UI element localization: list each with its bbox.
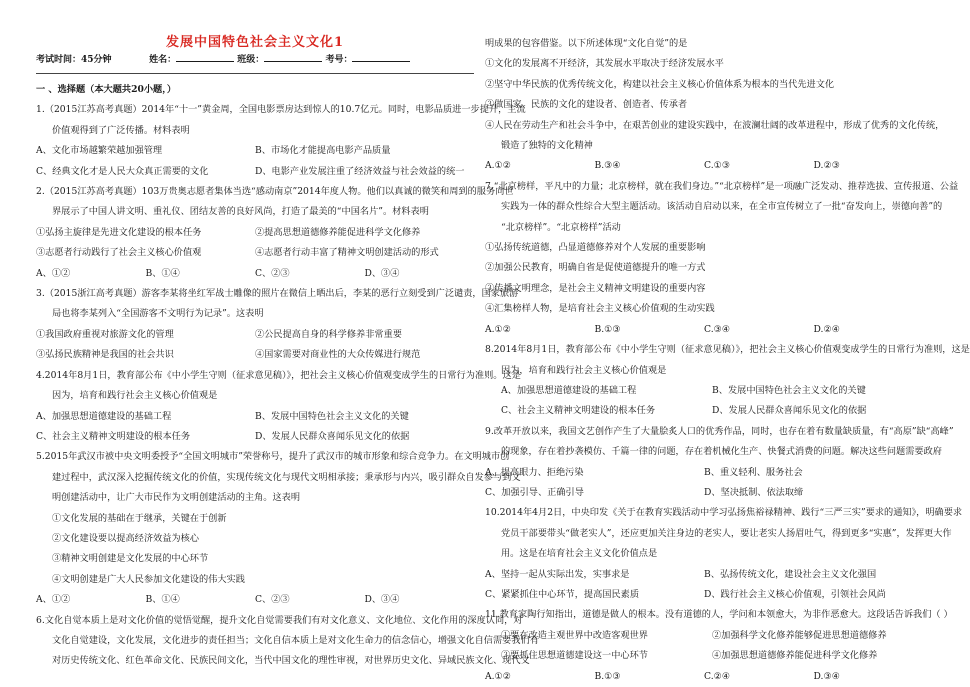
text-line: ③精神文明创建是文化发展的中心环节 xyxy=(52,553,209,565)
answer-option: ④志愿者行动丰富了精神文明创建活动的形式 xyxy=(255,247,439,259)
answer-option: ②提高思想道德修养能促进科学文化修养 xyxy=(255,226,421,238)
answer-option: C、②③ xyxy=(255,267,290,279)
answer-options xyxy=(36,590,474,610)
answer-option: A、坚持一起从实际出发，实事求是 xyxy=(485,568,630,580)
answer-options xyxy=(36,407,474,427)
answer-option: C、紧紧抓住中心环节，提高国民素质 xyxy=(485,588,640,600)
text-line: 明成果的包容借鉴。以下所述体现“文化自觉”的是 xyxy=(485,38,688,49)
answer-option: ①我国政府重视对旅游文化的管理 xyxy=(36,328,174,340)
answer-option: D、③④ xyxy=(364,594,400,606)
answer-option: C、社会主义精神文明建设的根本任务 xyxy=(501,405,656,417)
answer-option: B、①④ xyxy=(145,594,180,606)
text-line: 8.2014年8月1日，教育部公布《中小学生守则（征求意见稿）》，把社会主义核心价值观变成学生的日常行为准则，这是 xyxy=(485,344,970,356)
text-line: ④文明创建是广大人民参加文化建设的伟大实践 xyxy=(52,573,245,585)
answer-options xyxy=(36,162,474,182)
answer-option: C、经典文化才是人民大众真正需要的文化 xyxy=(36,165,209,177)
text-line: 用。这是在培育社会主义文化价值点是 xyxy=(501,548,658,560)
number-blank[interactable] xyxy=(352,52,410,62)
answer-option: B、重义轻利、服务社会 xyxy=(704,466,803,478)
answer-options xyxy=(485,667,923,687)
answer-option: ①要在改造主观世界中改造客观世界 xyxy=(501,629,648,641)
answer-options xyxy=(36,243,474,263)
answer-options xyxy=(485,320,923,340)
answer-option: B.①③ xyxy=(594,323,621,335)
answer-option: ③要抓住思想道德建设这一中心环节 xyxy=(501,650,648,662)
text-line: 价值观得到了广泛传播。材料表明 xyxy=(52,124,190,136)
text-line: 党员干部要带头“做老实人”，还应更加关注身边的老实人，要让老实人扬眉吐气，得到更多“实惠”，发挥更大作 xyxy=(501,527,952,539)
text-line: 10.2014年4月2日，中央印发《关于在教育实践活动中学习弘扬焦裕禄精神、践行“三严三实”要求的通知》，明确要求 xyxy=(485,507,963,519)
answer-options xyxy=(485,483,923,503)
text-line: ①文化的发展离不开经济，其发展水平取决于经济发展水平 xyxy=(485,58,724,70)
text-line: 5.2015年武汉市被中央文明委授予“全国文明城市”荣誉称号，提升了武汉市的城市形象和综合竞争力。在文明城市创 xyxy=(36,451,510,463)
text-line: 1.（2015江苏高考真题）2014年“十一”黄金周，全国电影票房达到惊人的10.7亿元。同时，电影品质进一步提升，主流 xyxy=(36,104,526,116)
text-line: 7.“北京榜样，平凡中的力量；北京榜样，就在我们身边。”“北京榜样”是一项融广泛发动、推荐选拔、宣传报道、公益 xyxy=(485,180,959,192)
answer-option: C、加强引导、正确引导 xyxy=(485,486,584,498)
answer-options xyxy=(485,401,923,421)
text-line: 局也将李某列入“全国游客不文明行为记录”。这表明 xyxy=(52,308,264,320)
answer-option: A、①② xyxy=(36,267,71,279)
text-line: 的现象，存在着抄袭模仿、千篇一律的问题，存在着机械化生产、快餐式消费的问题。解决这些问题需要政府 xyxy=(501,446,942,458)
answer-option: C、社会主义精神文明建设的根本任务 xyxy=(36,430,191,442)
exam-time: 考试时间：45分钟 xyxy=(36,55,112,65)
answer-option: A.①② xyxy=(485,323,512,335)
header-rule xyxy=(36,73,474,74)
answer-option: A、加强思想道德建设的基础工程 xyxy=(501,384,637,396)
answer-option: A.①② xyxy=(485,160,512,172)
answer-option: C.①③ xyxy=(704,160,731,172)
answer-option: C.③④ xyxy=(704,323,731,335)
answer-option: D.②③ xyxy=(813,160,840,172)
answer-option: B、①④ xyxy=(145,267,180,279)
text-line: ②加强公民教育，明确自省是促使道德提升的唯一方式 xyxy=(485,262,706,274)
class-label: 班级： xyxy=(237,55,265,65)
answer-options xyxy=(36,264,474,284)
text-line: 对历史传统文化、红色革命文化、民族民间文化，当代中国文化的理性审视，对世界历史文化、异域民族文化、现代文 xyxy=(52,655,530,667)
answer-options xyxy=(485,381,923,401)
answer-option: A、文化市场越繁荣越加强管理 xyxy=(36,145,163,157)
text-line: ③传播文明理念，是社会主义精神文明建设的重要内容 xyxy=(485,282,706,294)
answer-option: ④国家需要对商业性的大众传媒进行规范 xyxy=(255,349,421,361)
answer-option: ③弘扬民族精神是我国的社会共识 xyxy=(36,349,174,361)
answer-option: ②加强科学文化修养能够促进思想道德修养 xyxy=(712,629,887,641)
text-line: ③做国家、民族的文化的建设者、创造者、传承者 xyxy=(485,99,688,111)
text-line: 4.2014年8月1日，教育部公布《中小学生守则（征求意见稿）》，把社会主义核心价值观变成学生的日常行为准则。这是 xyxy=(36,369,521,381)
exam-meta xyxy=(36,52,474,65)
answer-options xyxy=(36,325,474,345)
text-line: ④人民在劳动生产和社会斗争中，在艰苦创业的建设实践中，在波澜壮阔的改革进程中，形成了优秀的文化传统， xyxy=(485,119,945,131)
answer-options xyxy=(36,345,474,365)
text-line: 11.教育家陶行知指出，道德是做人的根本。没有道德的人，学问和本领愈大，为非作恶愈大。这段话告诉我们（ ） xyxy=(485,609,953,621)
answer-option: C、②③ xyxy=(255,594,290,606)
text-line: 明创建活动中，让广大市民作为文明创建活动的主角。这表明 xyxy=(52,492,301,504)
answer-option: D、坚决抵制、依法取缔 xyxy=(704,486,804,498)
answer-options xyxy=(485,565,923,585)
text-line: ②文化建设要以提高经济效益为核心 xyxy=(52,532,199,544)
answer-option: D、践行社会主义核心价值观，引领社会风尚 xyxy=(704,588,886,600)
answer-option: ②公民提高自身的科学修养非常重要 xyxy=(255,328,402,340)
answer-option: B、发展中国特色社会主义文化的关键 xyxy=(712,384,866,396)
answer-option: D、发展人民群众喜闻乐见文化的依据 xyxy=(255,430,410,442)
answer-option: ①弘扬主旋律是先进文化建设的根本任务 xyxy=(36,226,202,238)
answer-option: B、弘扬传统文化，建设社会主义文化强国 xyxy=(704,568,877,580)
text-line: 实践为一体的群众性综合大型主题活动。该活动自启动以来，在全市宣传树立了一批“奋发向上，崇德向善”的 xyxy=(501,201,943,213)
right-column xyxy=(485,34,970,687)
answer-option: C.②④ xyxy=(704,670,731,682)
answer-option: A、①② xyxy=(36,594,71,606)
answer-option: D、电影产业发展注重了经济效益与社会效益的统一 xyxy=(255,165,465,177)
answer-option: ③志愿者行动践行了社会主义核心价值观 xyxy=(36,247,202,259)
text-line: 6.文化自觉本质上是对文化价值的觉悟觉醒，提升文化自觉需要我们有对文化意义、文化地位、文化作用的深度认同，对 xyxy=(36,614,523,626)
answer-option: A、提高眼力、拒绝污染 xyxy=(485,466,584,478)
exam-title: 发展中国特色社会主义文化1 xyxy=(165,35,345,50)
text-line: 因为，培育和践行社会主义核心价值观是 xyxy=(52,390,218,402)
text-line: 因为，培育和践行社会主义核心价值观是 xyxy=(501,364,667,376)
answer-options xyxy=(485,156,923,176)
text-line: 9.改革开放以来，我国文艺创作产生了大量脍炙人口的优秀作品，同时，也存在着有数量缺质量，有“高原”缺“高峰” xyxy=(485,425,954,437)
answer-options xyxy=(485,646,923,666)
answer-options xyxy=(485,626,923,646)
answer-option: A、加强思想道德建设的基础工程 xyxy=(36,410,172,422)
answer-options xyxy=(485,585,923,605)
class-blank[interactable] xyxy=(264,52,322,62)
text-line: ②坚守中华民族的优秀传统文化，构建以社会主义核心价值体系为根本的当代先进文化 xyxy=(485,78,835,90)
text-line: 2.（2015江苏高考真题）103万贵奥志愿者集体当选“感动南京”2014年度人物。他们以真诚的微笑和周到的服务向世 xyxy=(36,186,514,198)
section-heading: 一 、选择题（本大题共20小题，） xyxy=(36,84,177,95)
text-line: 界展示了中国人讲文明、重礼仪、团结友善的良好风尚，打造了最美的“中国名片”。材料表明 xyxy=(52,206,429,218)
name-blank[interactable] xyxy=(176,52,234,62)
answer-option: B、发展中国特色社会主义文化的关键 xyxy=(255,410,409,422)
answer-option: ④加强思想道德修养能促进科学文化修养 xyxy=(712,650,878,662)
answer-option: B.③④ xyxy=(594,160,621,172)
answer-options xyxy=(36,223,474,243)
text-line: ④汇集榜样人物，是培育社会主义核心价值观的生动实践 xyxy=(485,303,715,315)
number-label: 考号： xyxy=(325,55,353,65)
answer-option: A.①② xyxy=(485,670,512,682)
answer-option: B、市场化才能提高电影产品质量 xyxy=(255,145,391,157)
answer-option: B.①③ xyxy=(594,670,621,682)
text-line: ①弘扬传统道德，凸显道德修养对个人发展的重要影响 xyxy=(485,242,706,254)
answer-option: D.③④ xyxy=(813,670,840,682)
text-line: 建过程中，武汉深入挖掘传统文化的价值，实现传统文化与现代文明相承接；秉承形与内兴，吸引群众自发参与到文 xyxy=(52,471,521,483)
answer-option: D、③④ xyxy=(364,267,400,279)
text-line: 文化自觉建设，文化发展，文化进步的责任担当；文化自信本质上是对文化生命力的信念信心，增强文化自信需要我们有 xyxy=(52,634,539,646)
answer-option: D.②④ xyxy=(813,323,840,335)
name-label: 姓名： xyxy=(149,55,177,65)
text-line: 3.（2015浙江高考真题）游客李某将坐红军战士雕像的照片在微信上晒出后，李某的恶行立刻受到广泛谴责，国家旅游 xyxy=(36,288,519,300)
answer-options xyxy=(36,141,474,161)
text-line: “北京榜样”。“北京榜样”活动 xyxy=(501,221,621,233)
text-line: ①文化发展的基础在于继承，关键在于创新 xyxy=(52,512,227,524)
text-line: 锻造了独特的文化精神 xyxy=(501,140,593,152)
answer-option: D、发展人民群众喜闻乐见文化的依据 xyxy=(712,405,867,417)
answer-options xyxy=(485,463,923,483)
answer-options xyxy=(36,427,474,447)
